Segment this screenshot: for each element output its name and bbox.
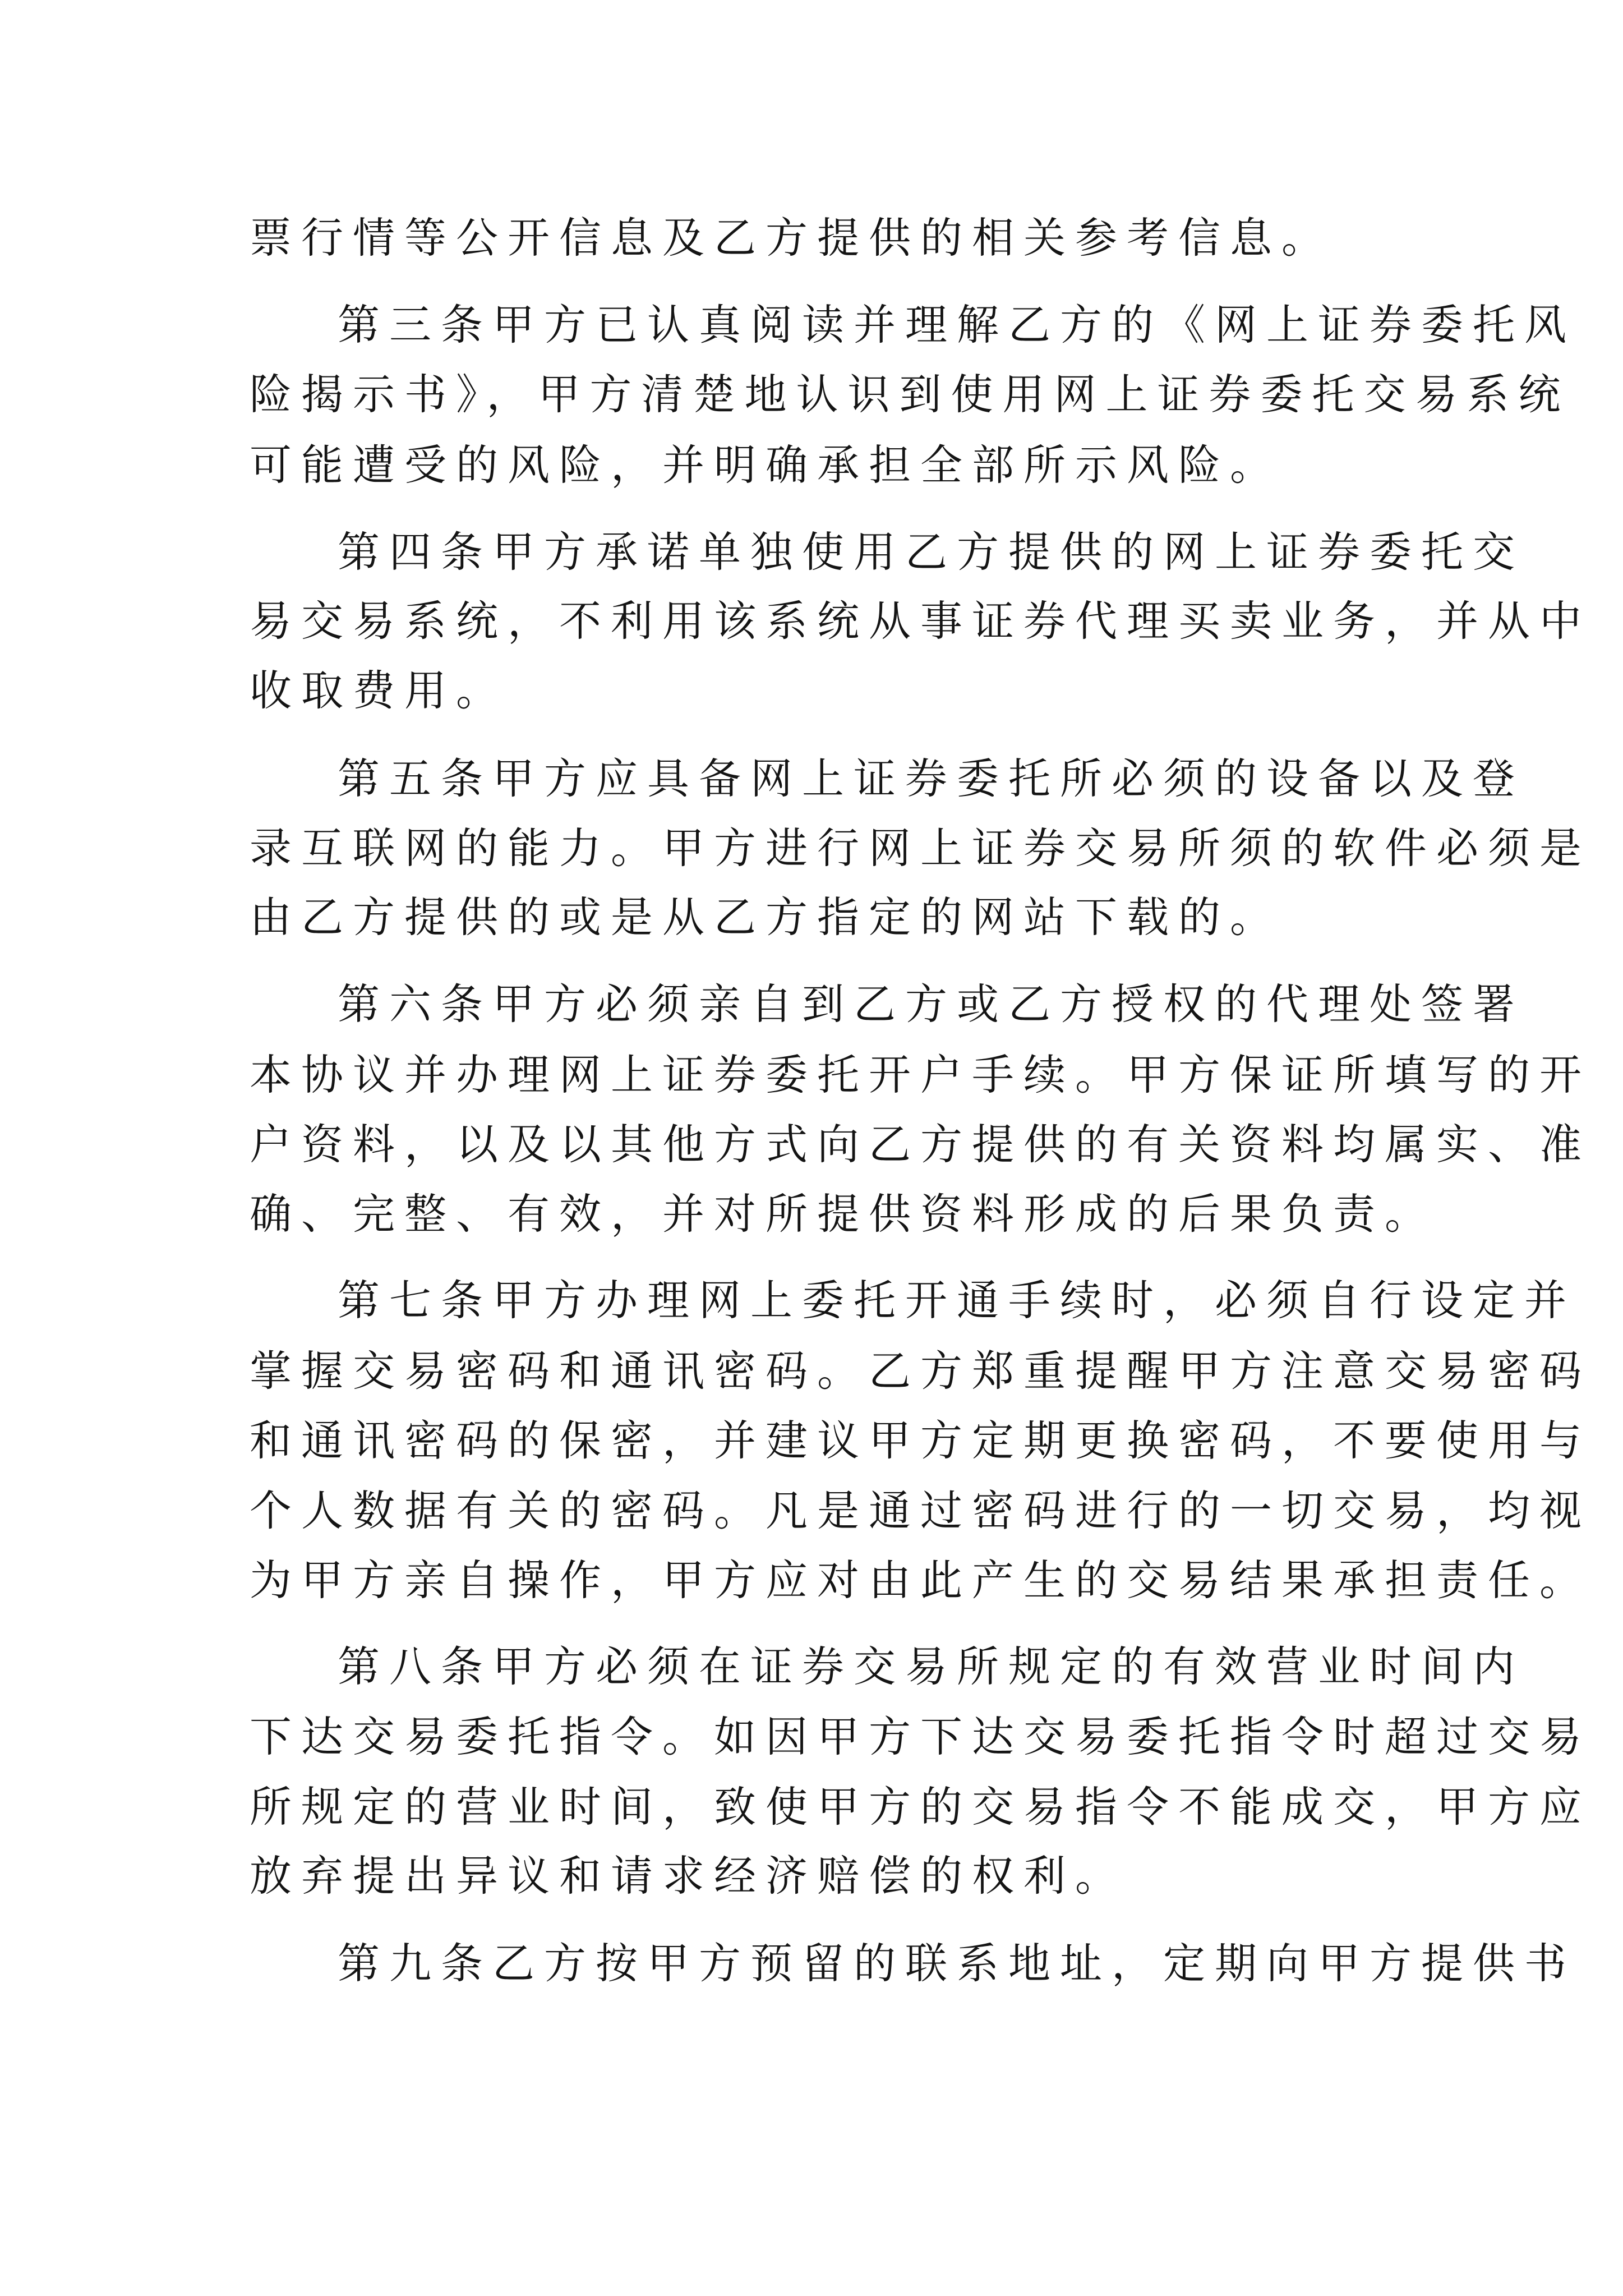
article-5-line: 第五条甲方应具备网上证券委托所必须的设备以及登 [338,754,1525,803]
text-line: 票行情等公开信息及乙方提供的相关参考信息。 [250,213,1334,263]
text-line: 掌握交易密码和通讯密码。乙方郑重提醒甲方注意交易密码 [250,1346,1592,1396]
article-7-line: 第七条甲方办理网上委托开通手续时，必须自行设定并 [338,1276,1576,1325]
text-line: 收取费用。 [250,666,508,715]
text-line: 确、完整、有效，并对所提供资料形成的后果负责。 [250,1189,1437,1239]
text-line: 所规定的营业时间，致使甲方的交易指令不能成交，甲方应 [250,1782,1592,1832]
text-line: 个人数据有关的密码。凡是通过密码进行的一切交易，均视 [250,1486,1592,1535]
text-line: 户资料，以及以其他方式向乙方提供的有关资料均属实、准 [250,1120,1592,1169]
text-line: 易交易系统，不利用该系统从事证券代理买卖业务，并从中 [250,596,1592,646]
article-4-line: 第四条甲方承诺单独使用乙方提供的网上证券委托交 [338,527,1525,577]
article-3-line: 第三条甲方已认真阅读并理解乙方的《网上证券委托风 [338,300,1576,349]
text-line: 放弃提出异议和请求经济赔偿的权利。 [250,1851,1127,1901]
text-line: 录互联网的能力。甲方进行网上证券交易所须的软件必须是 [250,823,1592,873]
text-line: 和通讯密码的保密，并建议甲方定期更换密码，不要使用与 [250,1416,1592,1465]
text-line: 由乙方提供的或是从乙方指定的网站下载的。 [250,892,1282,942]
text-line: 可能遭受的风险，并明确承担全部所示风险。 [250,440,1282,490]
article-6-line: 第六条甲方必须亲自到乙方或乙方授权的代理处签署 [338,979,1525,1029]
text-line: 下达交易委托指令。如因甲方下达交易委托指令时超过交易 [250,1712,1592,1761]
text-line: 为甲方亲自操作，甲方应对由此产生的交易结果承担责任。 [250,1556,1592,1605]
text-line: 险揭示书》，甲方清楚地认识到使用网上证券委托交易系统 [250,370,1570,419]
article-9-line: 第九条乙方按甲方预留的联系地址，定期向甲方提供书 [338,1939,1576,1988]
text-line: 本协议并办理网上证券委托开户手续。甲方保证所填写的开 [250,1050,1592,1099]
article-8-line: 第八条甲方必须在证券交易所规定的有效营业时间内 [338,1642,1525,1691]
